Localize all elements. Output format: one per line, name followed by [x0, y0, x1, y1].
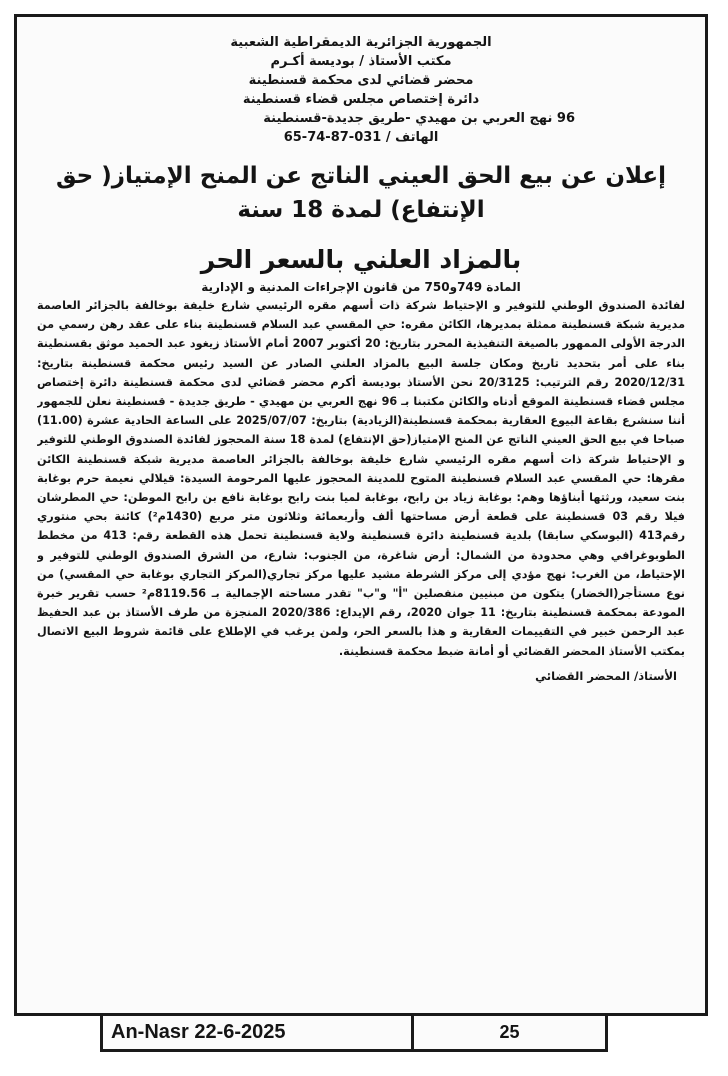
announcement-title [37, 159, 685, 227]
title-line-1: إعلان عن بيع الحق العيني الناتج عن المنح الإمتياز( حق [55, 163, 667, 189]
announcement-text: لفائدة الصندوق الوطني للتوفير و الإحتياط شركة ذات أسهم مقره الرئيسي شارع خليفة بوخالفة بالجزائر العاصمة مديرية شبكة قسنطينة ممثلة بمديرها، الكائن مقره: حي المقسي عبد السلام قسنطينة بناء على عقد رهن رسمي من الدرجة الأولى الممهور بالصيغة التنفيذية المحرر بتاريخ: 20 أكتوبر 2007 أمام الأستاذ زيغود عبد الحميد موثق بقسنطينة بناء على أمر بتحديد تاريخ ومكان جلسة البيع بالمزاد العلني الصادر عن السيد رئيس محكمة قسنطينة بتاريخ: 2020/12/31 رقم الترتيب: 20/3125 نحن الأستاذ بوديسة أكرم محضر قضائي لدى محكمة قسنطينة دائرة إختصاص مجلس قضاء قسنطينة الموقع أدناه والكائن مكتبنا بـ 96 نهج العربي بن مهيدي - طريق جديدة - قسنطينة نعلن للجمهور أننا سنشرع بقاعة البيوع العقارية بمحكمة قسنطينة(الزيادية) بتاريخ: 2025/07/07 على الساعة الحادية عشرة (11.00) صباحا في بيع الحق العيني الناتج عن المنح الإمتياز(حق الإنتفاع) لمدة 18 سنة المحجوز لفائدة الصندوق الوطني للتوفير و الإحتياط شركة ذات أسهم مقره الرئيسي شارع خليفة بوخالفة بالجزائر العاصمة مديرية شبكة قسنطينة الكائن مقرها: حي المقسي عبد السلام قسنطينة المتوح للمدينة المحجوز عليها المرحومة السيدة: قيلالي نعيمة حرم بوغابة بنت سعيد، ورثتها أبناؤها وهم: بوغابة زياد بن رابح، بوغابة لميا بنت رابح بوغابة نافع بن رابح الموطن: حي المطرشان فيلا رقم 03 قسنطينة على قطعة أرض مساحتها ألف وأربعمائة وثلاثون متر مربع (1430م²) كائنة بحي منتوري رقم413 (البوسكي سابقا) بلدية قسنطينة دائرة قسنطينة ولاية قسنطينة تحمل هذه القطعة رقم: 413 من مخطط الطوبوغرافي وهي محدودة من الشمال: أرض شاغرة، من الجنوب: شارع، من الشرق الصندوق الوطني للتوفير و الإحتياط، من الغرب: نهج مؤدي إلى مركز الشرطة مشيد عليها مركز تجاري(المركز التجاري بوغابة حي المقسي) من نوع مستأجر(الخضار) يتكون من مبنيين منفصلين "أ" و"ب" تقدر مساحته الإجمالية بـ 8119.56م² حسب تقرير خبرة المودعة بمحكمة قسنطينة بتاريخ: 11 جوان 2020، رقم الإيداع: 2020/386 المنجزة من طرف الأستاذ بن عبد الحفيظ عبد الرحمن خبير في التقييمات العقارية و هذا بالسعر الحر، ولمن يرغب في الإطلاع على قائمة شروط البيع الاتصال بمكتب الأستاذ المحضر القضائي أو أمانة ضبط محكمة قسنطينة. [37, 299, 685, 658]
page-number: 25 [499, 1022, 520, 1042]
announcement-body [37, 33, 685, 973]
publication-date: An-Nasr 22-6-2025 [111, 1021, 286, 1043]
office-phone: الهاتف / 031-87-74-65 [283, 130, 439, 145]
announcement-subtitle: بالمزاد العلني بالسعر الحر [200, 245, 522, 274]
publication-footer [100, 1016, 608, 1052]
announcement-frame [14, 14, 708, 1016]
legal-article-reference: المادة 749و750 من قانون الإجراءات المدنية و الإدارية [201, 280, 521, 294]
republic-name: الجمهورية الجزائرية الديمقراطية الشعبية [230, 35, 492, 50]
jurisdiction: دائرة إختصاص مجلس قضاء قسنطينة [242, 92, 480, 107]
bailiff-title: محضر قضائي لدى محكمة قسنطينة [248, 73, 474, 88]
office-name: مكتب الأستاذ / بوديسة أكـرم [270, 54, 452, 69]
signature: الأستاذ/ المحضر القضائي [535, 668, 677, 683]
title-line-2: الإنتفاع) لمدة 18 سنة [237, 197, 485, 223]
office-address: 96 نهج العربي بن مهيدي -طريق جديدة-قسنطينة [263, 111, 575, 126]
letterhead [37, 33, 685, 147]
